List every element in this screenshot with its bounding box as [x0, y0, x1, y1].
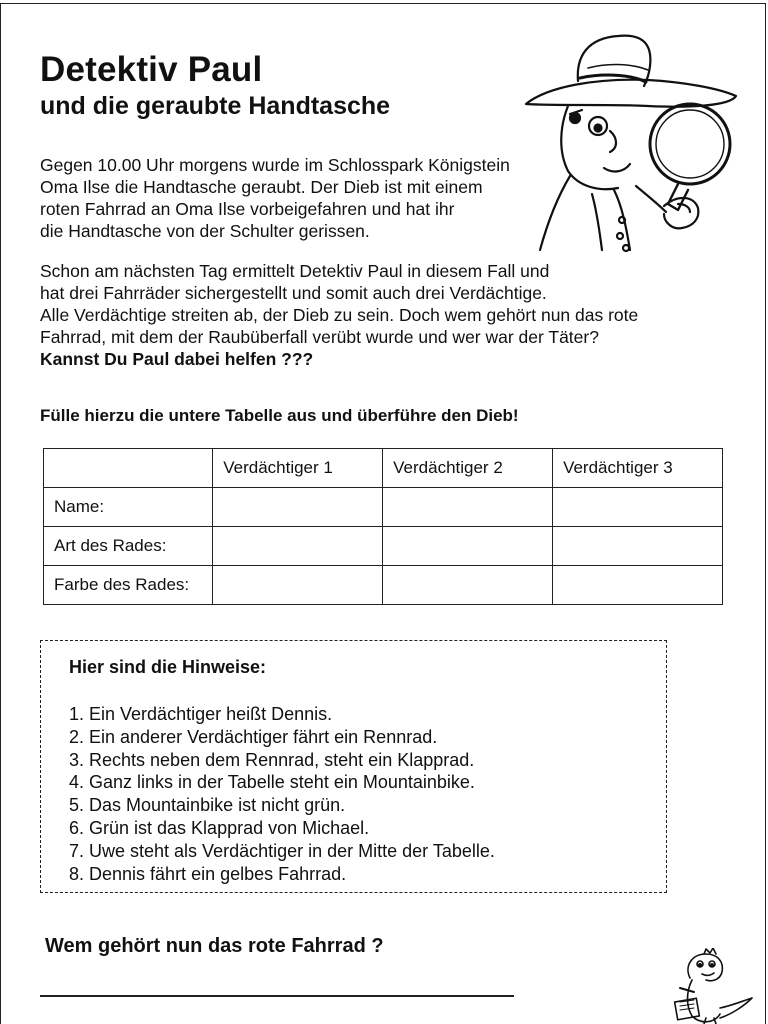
table-header-cell: Verdächtiger 2 — [383, 449, 553, 488]
answer-cell[interactable] — [213, 488, 383, 527]
story-paragraph-1 — [40, 154, 510, 242]
hint-item: 2. Ein anderer Verdächtiger fährt ein Rennrad. — [69, 726, 438, 747]
story-paragraph-2 — [40, 260, 638, 370]
call-to-action: Kannst Du Paul dabei helfen ??? — [40, 349, 314, 369]
detective-with-magnifying-glass-icon — [518, 26, 750, 258]
story-line: Schon am nächsten Tag ermittelt Detektiv Paul in diesem Fall und — [40, 261, 550, 281]
answer-cell[interactable] — [553, 566, 723, 605]
final-question: Wem gehört nun das rote Fahrrad ? — [45, 935, 384, 957]
hint-item: 1. Ein Verdächtiger heißt Dennis. — [69, 704, 333, 724]
answer-cell[interactable] — [213, 566, 383, 605]
story-line: Fahrrad, mit dem der Raubüberfall verübt wurde und wer war der Täter? — [40, 327, 599, 347]
story-line: die Handtasche von der Schulter gerissen. — [40, 221, 370, 241]
hints-list — [69, 703, 495, 885]
table-header-cell — [44, 449, 213, 488]
hint-item: 8. Dennis fährt ein gelbes Fahrrad. — [69, 863, 347, 884]
hint-item: 3. Rechts neben dem Rennrad, steht ein Klapprad. — [69, 749, 475, 770]
answer-cell[interactable] — [553, 527, 723, 566]
answer-cell[interactable] — [383, 488, 553, 527]
answer-line[interactable] — [40, 995, 514, 997]
hint-item: 7. Uwe steht als Verdächtiger in der Mitte der Tabelle. — [69, 840, 495, 861]
table-header-row — [44, 449, 723, 488]
page-title: Detektiv Paul — [40, 50, 263, 89]
hints-box — [40, 640, 667, 893]
hint-item: 4. Ganz links in der Tabelle steht ein Mountainbike. — [69, 772, 475, 793]
page-subtitle: und die geraubte Handtasche — [40, 92, 391, 120]
row-label: Farbe des Rades: — [44, 566, 213, 605]
answer-cell[interactable] — [213, 527, 383, 566]
row-label: Name: — [44, 488, 213, 527]
story-line: Alle Verdächtige streiten ab, der Dieb zu sein. Doch wem gehört nun das rote — [40, 305, 639, 325]
hint-item: 6. Grün ist das Klapprad von Michael. — [69, 817, 370, 838]
hint-item: 5. Das Mountainbike ist nicht grün. — [69, 795, 346, 816]
story-line: Gegen 10.00 Uhr morgens wurde im Schlosspark Königstein — [40, 155, 510, 175]
story-line: roten Fahrrad an Oma Ilse vorbeigefahren und hat ihr — [40, 199, 455, 219]
dinosaur-writing-icon — [666, 948, 756, 1024]
answer-cell[interactable] — [553, 488, 723, 527]
table-header-cell: Verdächtiger 1 — [213, 449, 383, 488]
answer-cell[interactable] — [383, 566, 553, 605]
table-row — [44, 566, 723, 605]
table-row — [44, 527, 723, 566]
story-line: Oma Ilse die Handtasche geraubt. Der Dieb ist mit einem — [40, 177, 483, 197]
table-row — [44, 488, 723, 527]
answer-cell[interactable] — [383, 527, 553, 566]
story-line: hat drei Fahrräder sichergestellt und somit auch drei Verdächtige. — [40, 283, 547, 303]
suspect-table — [43, 448, 723, 605]
table-header-cell: Verdächtiger 3 — [553, 449, 723, 488]
hints-title: Hier sind die Hinweise: — [69, 657, 267, 677]
row-label: Art des Rades: — [44, 527, 213, 566]
table-instruction: Fülle hierzu die untere Tabelle aus und überführe den Dieb! — [40, 406, 519, 425]
